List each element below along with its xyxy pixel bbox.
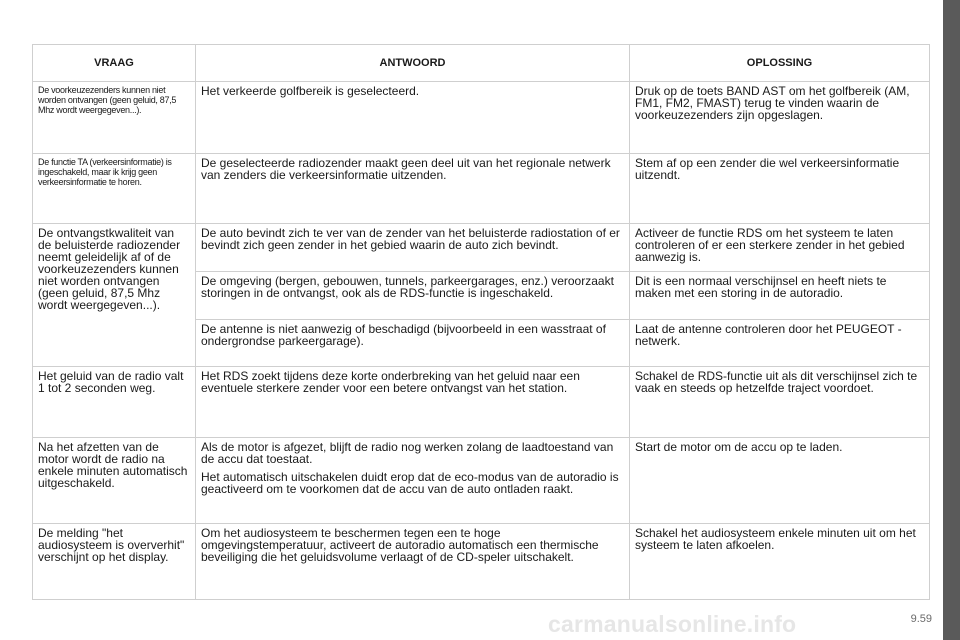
answer-cell: De auto bevindt zich te ver van de zender van het beluisterde radiostation of er bevindt zich geen zender in het gebied waarin de auto zich bevindt. [196, 224, 630, 272]
question-cell: De melding "het audiosysteem is oververhit" verschijnt op het display. [33, 524, 196, 600]
answer-cell: Het verkeerde golfbereik is geselecteerd. [196, 82, 630, 154]
solution-cell: Schakel de RDS-functie uit als dit verschijnsel zich te vaak en steeds op hetzelfde traject voordoet. [630, 367, 930, 438]
question-cell: De voorkeuzezenders kunnen niet worden ontvangen (geen geluid, 87,5 Mhz wordt weergegeven...). [33, 82, 196, 154]
header-vraag: VRAAG [33, 45, 196, 82]
solution-cell: Activeer de functie RDS om het systeem te laten controleren of er een sterkere zender in het gebied aanwezig is. [630, 224, 930, 272]
table-row [33, 524, 930, 600]
solution-cell: Dit is een normaal verschijnsel en heeft niets te maken met een storing in de autoradio. [630, 272, 930, 320]
sidebar-bar [943, 0, 960, 640]
table-row [33, 154, 930, 224]
answer-paragraph-1: Als de motor is afgezet, blijft de radio nog werken zolang de laadtoestand van de accu dat toestaat. [201, 440, 614, 466]
page-number: 9.59 [910, 613, 932, 625]
header-oplossing: OPLOSSING [630, 45, 930, 82]
answer-cell: Om het audiosysteem te beschermen tegen een te hoge omgevingstemperatuur, activeert de autoradio automatisch een thermische beveiliging die het geluidsvolume verlaagt of de CD-speler uitschakelt. [196, 524, 630, 600]
solution-cell: Druk op de toets BAND AST om het golfbereik (AM, FM1, FM2, FMAST) terug te vinden waarin de voorkeuzezenders zijn opgeslagen. [630, 82, 930, 154]
solution-cell: Laat de antenne controleren door het PEUGEOT -netwerk. [630, 320, 930, 367]
answer-cell: De geselecteerde radiozender maakt geen deel uit van het regionale netwerk van zenders die verkeersinformatie uitzenden. [196, 154, 630, 224]
answer-cell [196, 438, 630, 524]
header-antwoord: ANTWOORD [196, 45, 630, 82]
question-cell: Het geluid van de radio valt 1 tot 2 seconden weg. [33, 367, 196, 438]
table-row [33, 82, 930, 154]
solution-cell: Stem af op een zender die wel verkeersinformatie uitzendt. [630, 154, 930, 224]
table-row [33, 224, 930, 272]
watermark: carmanualsonline.info [548, 611, 797, 637]
answer-cell: De omgeving (bergen, gebouwen, tunnels, parkeergarages, enz.) veroorzaakt storingen in de ontvangst, ook als de RDS-functie is ingeschakeld. [196, 272, 630, 320]
solution-cell: Start de motor om de accu op te laden. [630, 438, 930, 524]
answer-cell: Het RDS zoekt tijdens deze korte onderbreking van het geluid naar een eventuele sterkere zender voor een betere ontvangst van het station. [196, 367, 630, 438]
question-cell: Na het afzetten van de motor wordt de radio na enkele minuten automatisch uitgeschakeld. [33, 438, 196, 524]
question-cell: De functie TA (verkeersinformatie) is ingeschakeld, maar ik krijg geen verkeersinformatie te horen. [33, 154, 196, 224]
table-row [33, 367, 930, 438]
answer-paragraph-2: Het automatisch uitschakelen duidt erop dat de eco-modus van de autoradio is geactiveerd om te voorkomen dat de accu van de auto ontladen raakt. [201, 470, 619, 496]
answer-cell: De antenne is niet aanwezig of beschadigd (bijvoorbeeld in een wasstraat of ondergrondse parkeergarage). [196, 320, 630, 367]
table-header-row [33, 45, 930, 82]
faq-table [32, 44, 930, 600]
solution-cell: Schakel het audiosysteem enkele minuten uit om het systeem te laten afkoelen. [630, 524, 930, 600]
question-cell: De ontvangstkwaliteit van de beluisterde radiozender neemt geleidelijk af of de voorkeuzezenders kunnen niet worden ontvangen (geen geluid, 87,5 Mhz wordt weergegeven...). [33, 224, 196, 367]
table-row [33, 438, 930, 524]
